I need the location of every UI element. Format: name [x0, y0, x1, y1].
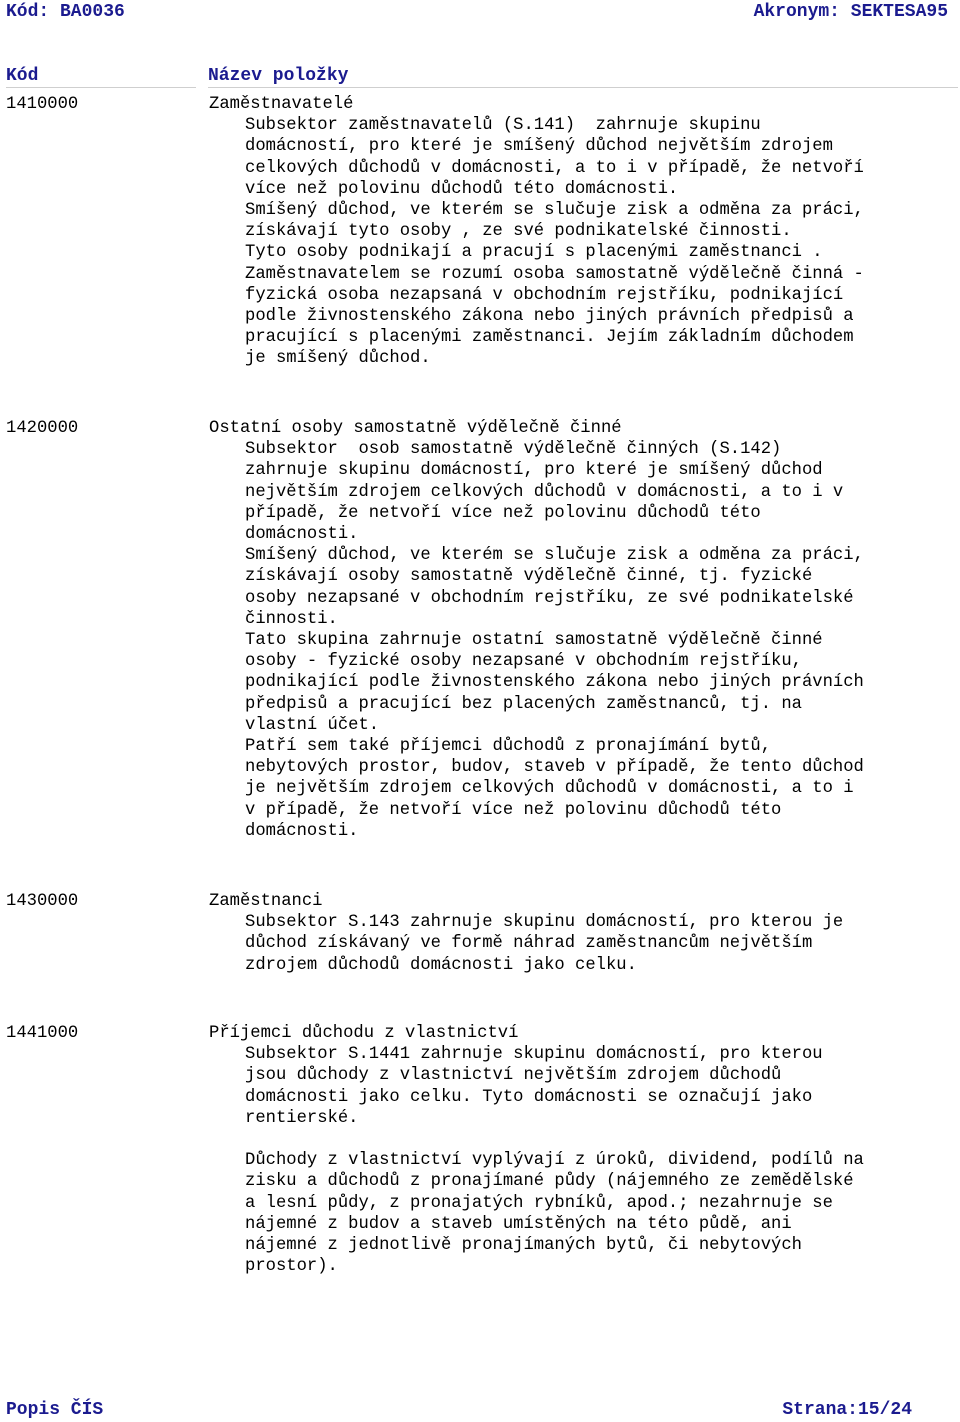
column-header-code: Kód	[6, 66, 39, 86]
document-acronym: Akronym: SEKTESA95	[753, 2, 948, 22]
entry-title: Příjemci důchodu z vlastnictví	[209, 1024, 519, 1043]
footer-page-number: Strana:15/24	[782, 1400, 912, 1420]
entry-code: 1410000	[6, 95, 79, 114]
entry-description: Subsektor S.1441 zahrnuje skupinu domácností, pro kterou jsou důchody z vlastnictví největším zdrojem důchodů domácnosti jako celku. Tyto domácnosti se označují jako rentierské. Důchody z vlastnictví vyplývají z úroků, dividend, podílů na zisku a důchodů z pronajímané půdy (nájemného ze zemědělské a lesní půdy, z pronajatých rybníků, apod.; nezahrnuje se nájemné z budov a staveb umístěných na této půdě, ani nájemné z jednotlivě pronajímaných bytů, či nebytových prostor).	[245, 1045, 864, 1277]
entry-code: 1441000	[6, 1024, 79, 1043]
entry-title: Zaměstnanci	[209, 892, 323, 911]
entry-code: 1430000	[6, 892, 79, 911]
entry-code: 1420000	[6, 419, 79, 438]
column-header-name: Název položky	[208, 66, 349, 86]
document-code: Kód: BA0036	[6, 2, 125, 22]
entry-description: Subsektor osob samostatně výdělečně činných (S.142) zahrnuje skupinu domácností, pro které je smíšený důchod největším zdrojem celkových důchodů v domácnosti, a to i v případě, že netvoří více než polovinu důchodů této domácnosti. Smíšený důchod, ve kterém se slučuje zisk a odměna za práci, získávají osoby samostatně výdělečně činné, tj. fyzické osoby nezapsané v obchodním rejstříku, ze své podnikatelské činnosti. Tato skupina zahrnuje ostatní samostatně výdělečně činné osoby - fyzické osoby nezapsané v obchodním rejstříku, podnikající podle živnostenského zákona nebo jiných právních předpisů a pracující bez placených zaměstnanců, tj. na vlastní účet. Patří sem také příjemci důchodů z pronajímání bytů, nebytových prostor, budov, staveb v případě, že tento důchod je největším zdrojem celkových důchodů v domácnosti, a to i v případě, že netvoří více než polovinu důchodů této domácnosti.	[245, 440, 864, 841]
entry-title: Ostatní osoby samostatně výdělečně činné	[209, 419, 622, 438]
entry-description: Subsektor zaměstnavatelů (S.141) zahrnuje skupinu domácností, pro které je smíšený důchod největším zdrojem celkových důchodů v domácnosti, a to i v případě, že netvoří více než polovinu důchodů této domácnosti. Smíšený důchod, ve kterém se slučuje zisk a odměna za práci, získávají tyto osoby , ze své podnikatelské činnosti. Tyto osoby podnikají a pracují s placenými zaměstnanci . Zaměstnavatelem se rozumí osoba samostatně výdělečně činná - fyzická osoba nezapsaná v obchodním rejstříku, podnikající podle živnostenského zákona nebo jiných právních předpisů a pracující s placenými zaměstnanci. Jejím základním důchodem je smíšený důchod.	[245, 116, 864, 369]
entry-description: Subsektor S.143 zahrnuje skupinu domácností, pro kterou je důchod získávaný ve formě náhrad zaměstnancům největším zdrojem důchodů domácnosti jako celku.	[245, 913, 844, 975]
header-divider-right	[208, 87, 958, 88]
header-divider-left	[6, 87, 196, 88]
footer-document-name: Popis ČÍS	[6, 1400, 104, 1420]
entry-title: Zaměstnavatelé	[209, 95, 354, 114]
